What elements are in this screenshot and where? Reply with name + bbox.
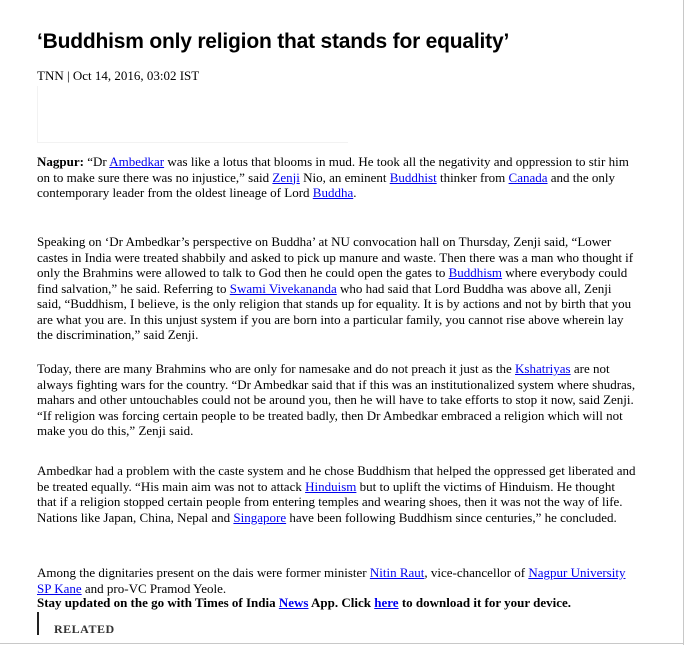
text-run: but to uplift the victims of Hinduism. He thought that if a religion stopped certain people from entering temples and wearing shoes, then it was not the way of life. Nations like Japan, China, Nepal and: [37, 478, 623, 525]
text-run: “Dr: [83, 154, 110, 169]
paragraph-2: [37, 234, 637, 343]
link-buddhist[interactable]: Buddhist: [389, 169, 437, 185]
link-buddhism[interactable]: Buddhism: [448, 265, 503, 280]
text-run: where everybody could find salvation,” he said. Referring to: [37, 265, 628, 296]
link-singapore[interactable]: Singapore: [233, 509, 287, 525]
text-run: Ambedkar had a problem with the caste system and he chose Buddhism that helped the oppressed get liberated and be treated equally. “His main aim was not to attack: [37, 463, 636, 494]
ad-placeholder: [37, 86, 348, 143]
paragraph-5: [37, 565, 637, 596]
link-download-here[interactable]: here: [374, 595, 399, 610]
article-headline: ‘Buddhism only religion that stands for equality’: [37, 30, 510, 53]
text-run: and pro-VC Pramod Yeole.: [81, 580, 227, 596]
link-hinduism[interactable]: Hinduism: [305, 478, 357, 494]
text-run: .: [353, 185, 357, 200]
link-swami-vivekananda[interactable]: Swami Vivekananda: [229, 280, 337, 296]
byline-date: Oct 14, 2016, 03:02 IST: [72, 68, 200, 83]
app-promo: [37, 595, 637, 611]
text-run: to download it for your device.: [398, 595, 572, 610]
related-accent-bar: [37, 612, 39, 635]
text-run: Nio, an eminent: [299, 169, 390, 185]
page-right-border: [683, 0, 684, 645]
text-run: are not always fighting wars for the country. “Dr Ambedkar said that if this was an institutionalized system where shudras, mahars and other untouchables could not be around you, then he will have to take efforts to stop it now, said Zenji. “If religion was forcing certain people to be treated badly, then Dr Ambedkar embraced a religion which will not make you do this,” Zenji said.: [37, 361, 636, 438]
link-nitin-raut[interactable]: Nitin Raut: [369, 565, 425, 580]
link-kshatriyas[interactable]: Kshatriyas: [515, 361, 571, 376]
link-news-app[interactable]: News: [278, 595, 309, 610]
text-run: Today, there are many Brahmins who are only for namesake and do not preach it just as the: [37, 361, 516, 376]
byline-source: TNN: [37, 68, 64, 83]
text-run: Stay updated on the go with Times of India: [37, 595, 279, 610]
link-zenji[interactable]: Zenji: [272, 169, 300, 185]
paragraph-1: [37, 154, 637, 201]
byline: [37, 68, 199, 84]
text-run: Among the dignitaries present on the dais were former minister: [37, 565, 370, 580]
dateline: Nagpur:: [37, 154, 84, 169]
link-ambedkar[interactable]: Ambedkar: [109, 154, 165, 169]
text-run: Speaking on ‘Dr Ambedkar’s perspective on Buddha’ at NU convocation hall on Thursday, Zenji said, “Lower castes in India were treated shabbily and asked to pick up manure and waste. Then there was a man who thought if only the Brahmins were allowed to talk to God then he could open the gates to: [37, 234, 634, 280]
page-bottom-border: [0, 643, 684, 644]
text-run: App. Click: [308, 595, 375, 610]
paragraph-4: [37, 463, 637, 525]
text-run: who had said that Lord Buddha was above all, Zenji said, “Buddhism, I believe, is the only religion that stands up for equality. It is by actions and not by birth that you are what you are. In this unjust system if you are born into a particular family, you cannot rise above wherein lay the discrimination,” said Zenji.: [37, 280, 632, 342]
text-run: and the only contemporary leader from the oldest lineage of Lord: [37, 169, 616, 200]
text-run: , vice-chancellor of: [424, 565, 529, 580]
text-run: was like a lotus that blooms in mud. He took all the negativity and oppression to stir him on to make sure there was no injustice,” said: [37, 154, 629, 185]
paragraph-3: [37, 361, 637, 439]
text-run: thinker from: [436, 169, 509, 185]
link-canada[interactable]: Canada: [508, 169, 548, 185]
link-nagpur-university-sp-kane[interactable]: Nagpur University SP Kane: [37, 565, 626, 596]
text-run: have been following Buddhism since centuries,” he concluded.: [286, 509, 617, 525]
byline-separator: |: [63, 68, 73, 83]
related-heading: RELATED: [54, 622, 115, 636]
link-buddha[interactable]: Buddha: [312, 185, 354, 200]
